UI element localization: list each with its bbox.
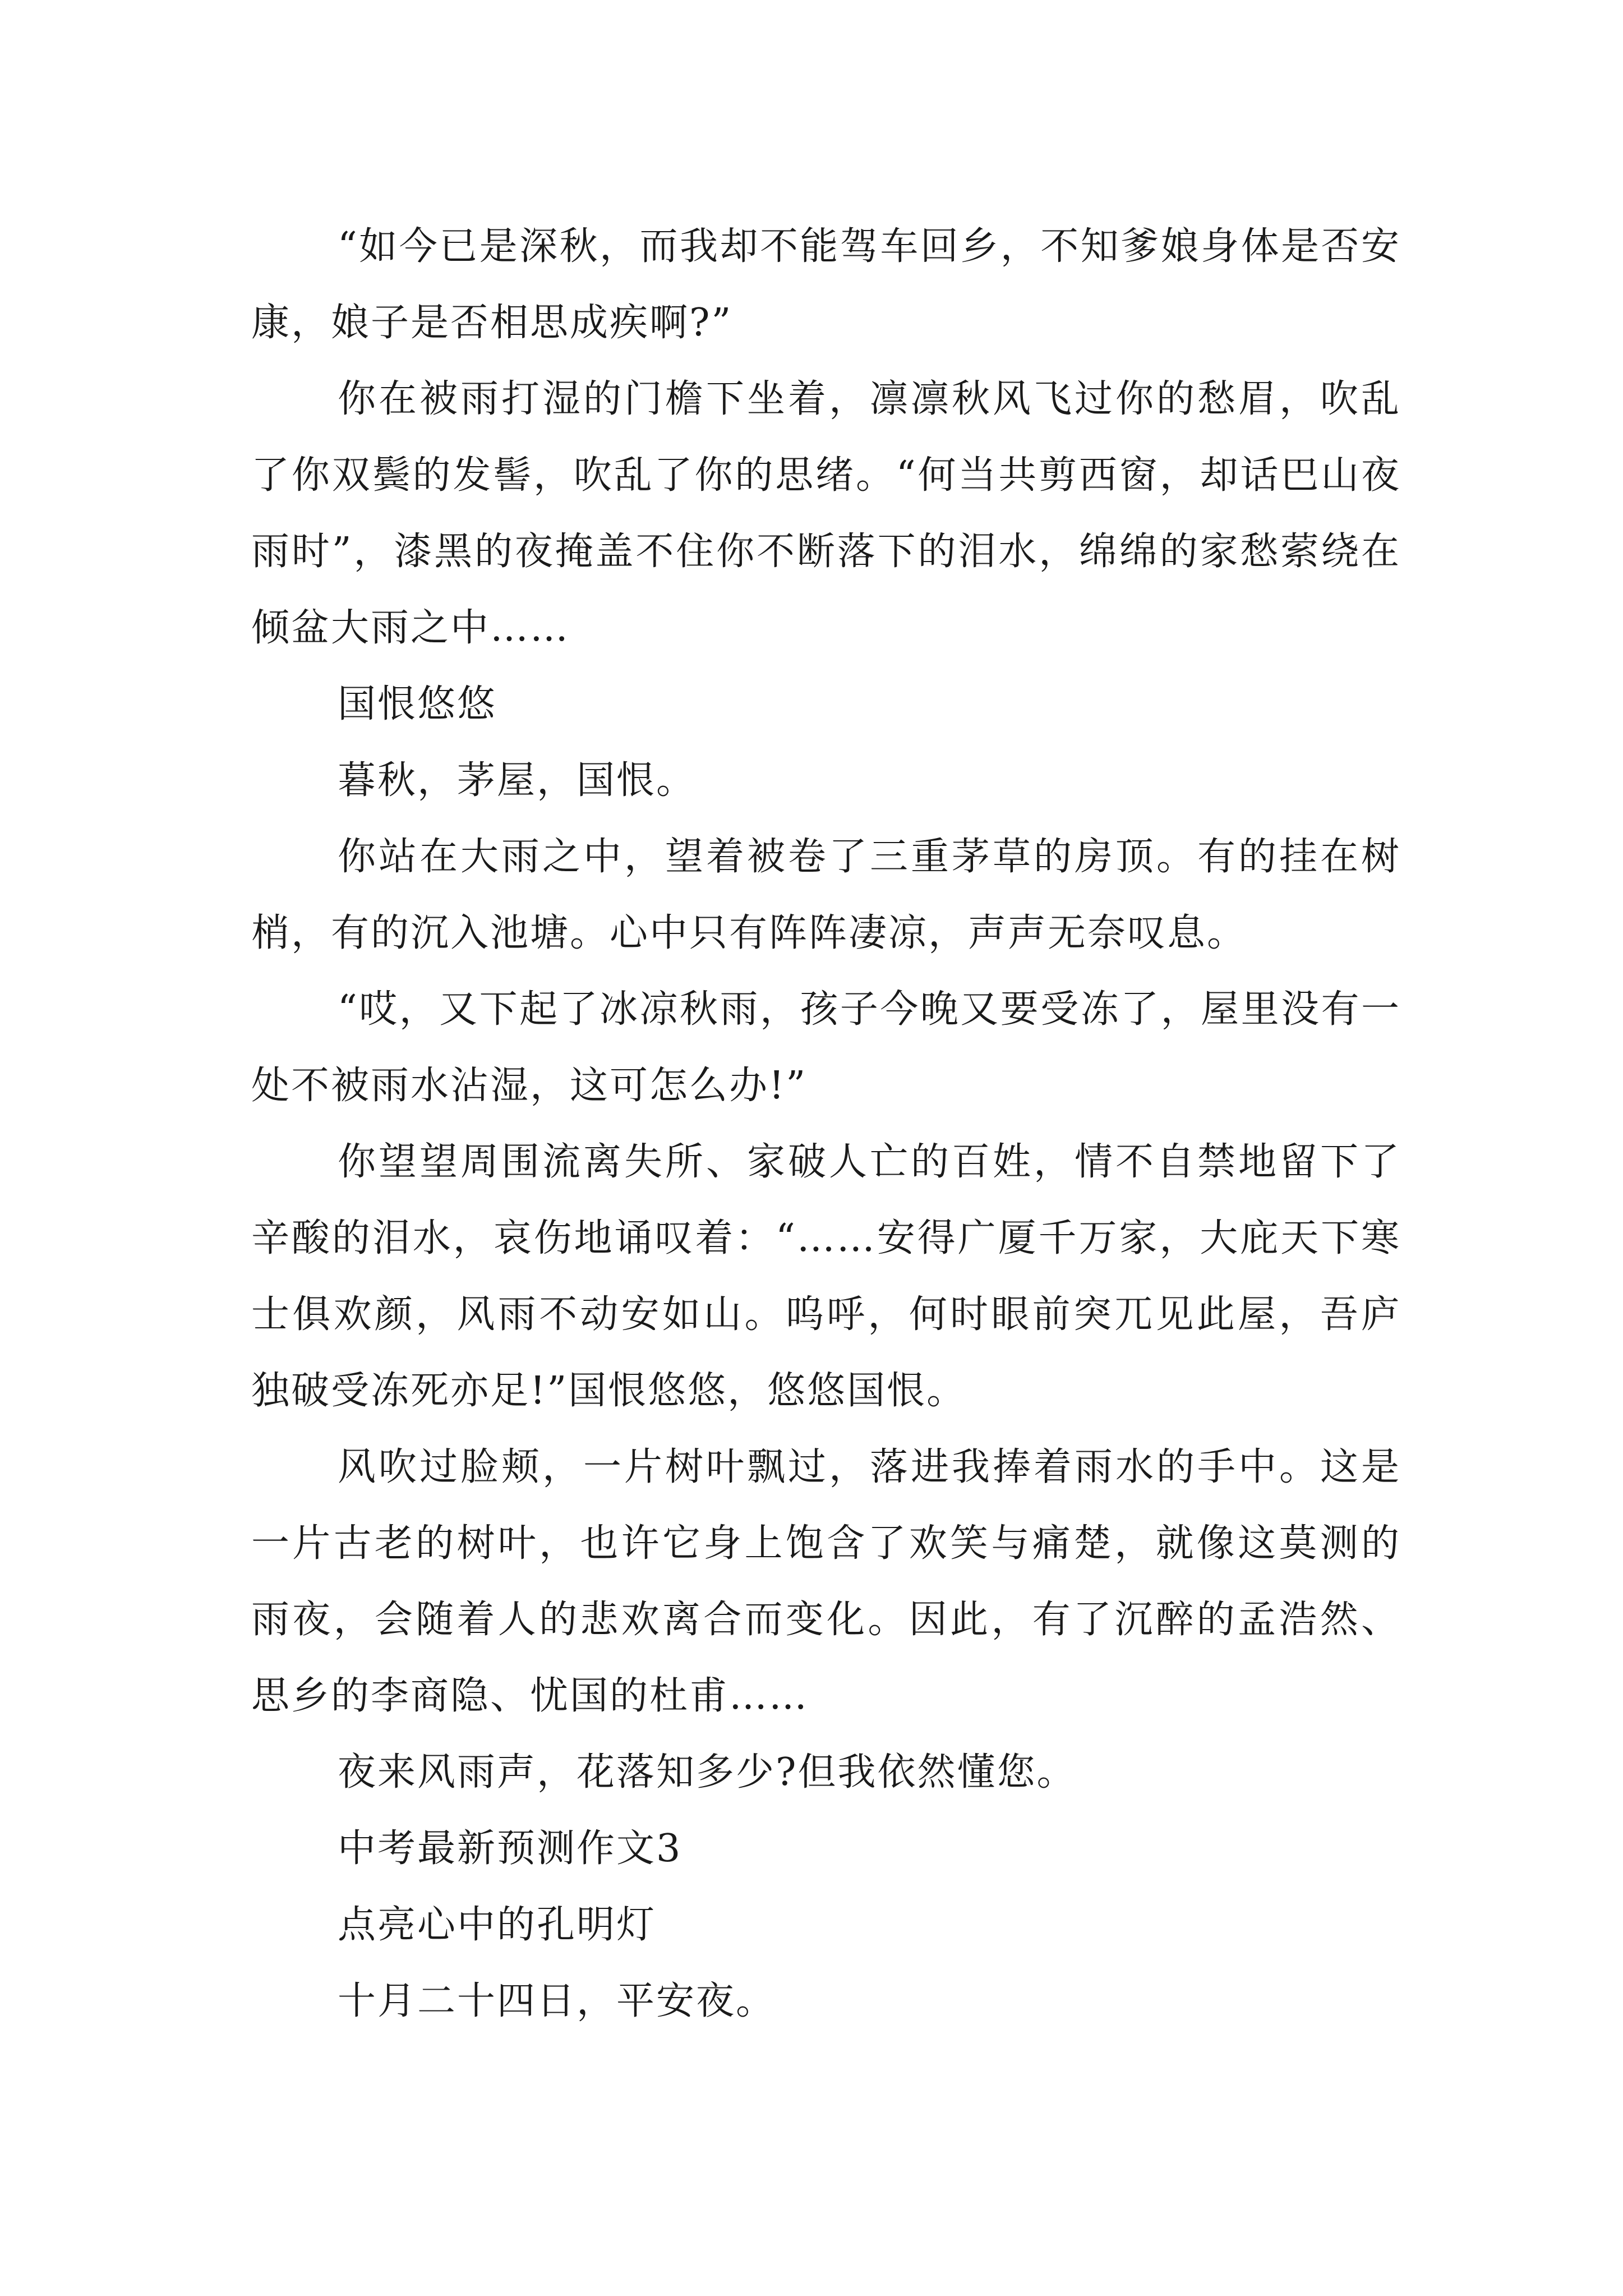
article-body — [251, 209, 1401, 2040]
paragraph-homesick-quote: “如今已是深秋，而我却不能驾车回乡，不知爹娘身体是否安康，娘子是否相思成疾啊?” — [251, 224, 1401, 345]
paragraph-closing-line: 夜来风雨声，花落知多少?但我依然懂您。 — [338, 1750, 1077, 1795]
paragraph-rain-eaves: 你在被雨打湿的门檐下坐着，凛凛秋风飞过你的愁眉，吹乱了你双鬓的发髻，吹乱了你的思绪。“何当共剪西窗，却话巴山夜雨时”，漆黑的夜掩盖不住你不断落下的泪水，绵绵的家愁萦绕在倾盆大雨之中…… — [251, 377, 1401, 650]
paragraph-standing-in-rain: 你站在大雨之中，望着被卷了三重茅草的房顶。有的挂在树梢，有的沉入池塘。心中只有阵阵凄凉，声声无奈叹息。 — [251, 835, 1401, 955]
paragraph-cold-rain-quote: “哎，又下起了冰凉秋雨，孩子今晚又要受冻了，屋里没有一处不被雨水沾湿，这可怎么办!” — [251, 987, 1401, 1108]
section-heading-national-grief: 国恨悠悠 — [338, 682, 497, 726]
paragraph-date: 十月二十四日，平安夜。 — [338, 1979, 776, 2023]
paragraph-late-autumn: 暮秋，茅屋，国恨。 — [338, 758, 697, 803]
essay-title: 点亮心中的孔明灯 — [338, 1903, 657, 1947]
paragraph-leaf: 风吹过脸颊，一片树叶飘过，落进我捧着雨水的手中。这是一片古老的树叶，也许它身上饱含了欢笑与痛楚，就像这莫测的雨夜，会随着人的悲欢离合而变化。因此，有了沉醉的孟浩然、思乡的李商隐、忧国的杜甫…… — [251, 1445, 1401, 1718]
essay-number-heading: 中考最新预测作文3 — [338, 1826, 683, 1871]
paragraph-refugees: 你望望周围流离失所、家破人亡的百姓，情不自禁地留下了辛酸的泪水，哀伤地诵叹着：“……安得广厦千万家，大庇天下寒士俱欢颜，风雨不动安如山。呜呼，何时眼前突兀见此屋，吾庐独破受冻死亦足!”国恨悠悠，悠悠国恨。 — [251, 1140, 1401, 1413]
